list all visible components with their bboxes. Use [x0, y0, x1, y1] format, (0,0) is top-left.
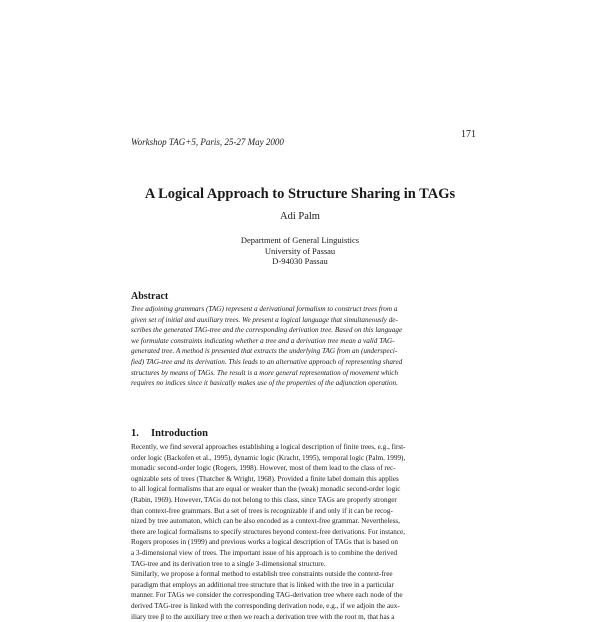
intro-line: (Rabin, 1969). However, TAGs do not belong to this class, since TAGs are properly stronger — [131, 495, 475, 506]
intro-line: derived TAG-tree is linked with the corresponding derivation node, e.g., if we adjoin the aux- — [131, 601, 475, 612]
intro-line: than context-free grammars. But a set of trees is recognizable if and only if it can be recog- — [131, 506, 475, 517]
author-affiliation — [0, 235, 600, 267]
abstract-line: generated tree. A method is presented that extracts the underlying TAG from an (underspeci- — [131, 346, 475, 357]
intro-line: ognizable sets of trees (Thatcher & Wright, 1968). Provided a finite label domain this applies — [131, 474, 475, 485]
abstract-line: fied) TAG-tree and its derivation. This leads to an alternative approach of representing shared — [131, 357, 475, 368]
abstract-heading: Abstract — [131, 291, 168, 302]
affiliation-line: University of Passau — [0, 246, 600, 257]
affiliation-line: Department of General Linguistics — [0, 235, 600, 246]
intro-line: order logic (Backofen et al., 1995), dynamic logic (Kracht, 1995), temporal logic (Palm, 1999), — [131, 453, 475, 464]
abstract-line: scribes the generated TAG-tree and the corresponding derivation tree. Based on this language — [131, 325, 475, 336]
intro-line: paradigm that employs an additional tree structure that is linked with the tree in a particular — [131, 580, 475, 591]
intro-line: Recently, we find several approaches establishing a logical description of finite trees, e.g., first- — [131, 442, 475, 453]
section-number: 1. — [131, 428, 151, 439]
abstract-line: Tree adjoining grammars (TAG) represent a derivational formalism to construct trees from a — [131, 304, 475, 315]
abstract-line: given set of initial and auxiliary trees. We present a logical language that simultaneously de- — [131, 315, 475, 326]
section-title: Introduction — [151, 428, 208, 439]
intro-line: manner. For TAGs we consider the corresponding TAG-derivation tree where each node of the — [131, 590, 475, 601]
section-heading-introduction — [131, 428, 208, 439]
intro-line: iliary tree β to the auxiliary tree α then we reach a derivation tree with the root m, that has a — [131, 612, 475, 622]
abstract-body — [131, 304, 475, 389]
abstract-line: requires no indices since it basically makes use of the properties of the adjunction operation. — [131, 378, 475, 389]
paper-title: A Logical Approach to Structure Sharing in TAGs — [0, 186, 600, 203]
intro-line: Rogers proposes in (1999) and previous works a logical description of TAGs that is based on — [131, 537, 475, 548]
introduction-body — [131, 442, 475, 622]
intro-line: Similarly, we propose a formal method to establish tree constraints outside the context-free — [131, 569, 475, 580]
workshop-header: Workshop TAG+5, Paris, 25-27 May 2000 — [131, 137, 284, 147]
intro-line: TAG-tree and its derivation tree to a single 3-dimensional structure. — [131, 559, 475, 570]
page-number: 171 — [461, 129, 476, 140]
intro-line: nized by tree automaton, which can be also encoded as a context-free grammar. Nevertheless, — [131, 516, 475, 527]
affiliation-line: D-94030 Passau — [0, 256, 600, 267]
intro-line: there are logical formalisms to specify structures beyond context-free derivations. For instance, — [131, 527, 475, 538]
abstract-line: we formulate constraints indicating whether a tree and a derivation tree mean a valid TAG- — [131, 336, 475, 347]
abstract-line: structures by means of TAGs. The result is a more general representation of movement which — [131, 368, 475, 379]
intro-line: monadic second-order logic (Rogers, 1998). However, most of them lead to the class of rec- — [131, 463, 475, 474]
paper-author: Adi Palm — [0, 211, 600, 222]
intro-line: to all logical formalisms that are equal or weaker than the (weak) monadic second-order logic — [131, 484, 475, 495]
intro-line: a 3-dimensional view of trees. The important issue of his approach is to combine the derived — [131, 548, 475, 559]
